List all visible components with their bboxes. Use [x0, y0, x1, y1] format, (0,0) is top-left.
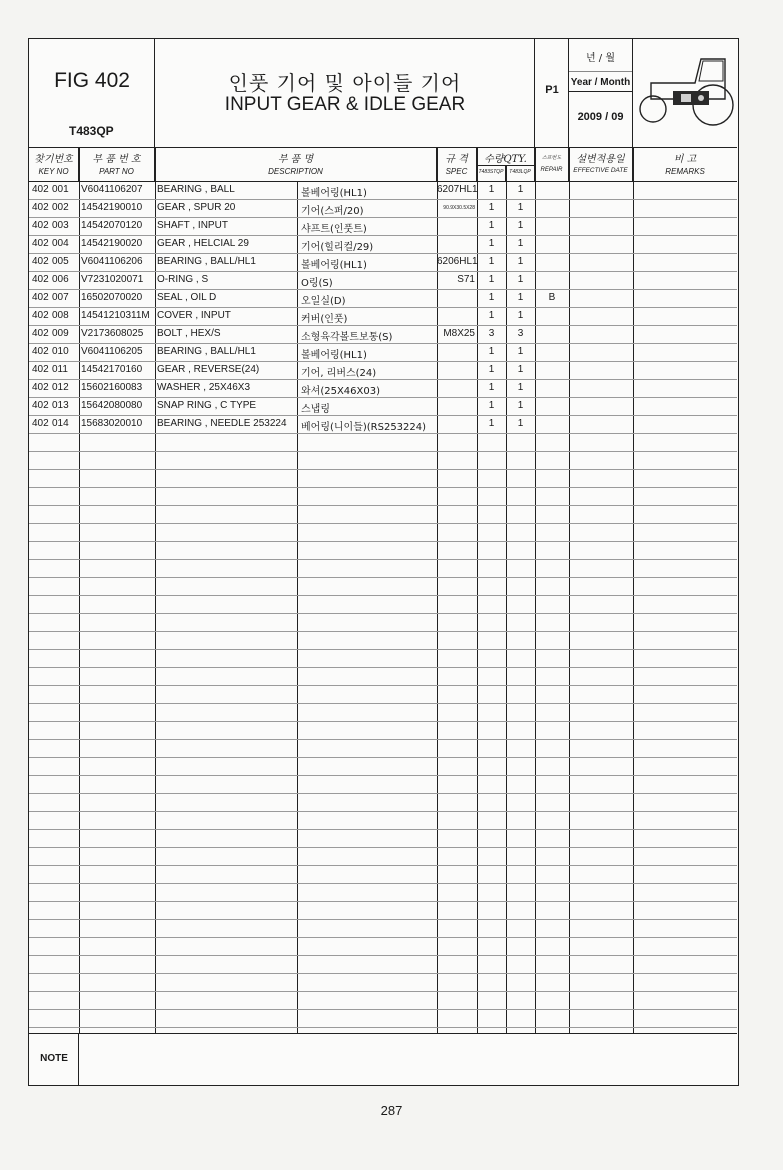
empty-row	[29, 919, 737, 938]
empty-row	[29, 595, 737, 614]
cell-q2: 1	[517, 256, 524, 267]
empty-row	[29, 775, 737, 794]
table-row	[29, 379, 737, 398]
empty-row	[29, 541, 737, 560]
cell-desc-ko: 기어, 리버스(24)	[301, 368, 377, 379]
empty-row	[29, 865, 737, 884]
col-rem-ko: 비 고	[673, 154, 697, 165]
cell-desc-ko: 베어링(니이들)(RS253224)	[301, 422, 427, 433]
cell-part: 16502070020	[81, 292, 143, 303]
table-row	[29, 199, 737, 218]
col-part-en: PART NO	[99, 167, 134, 176]
divider	[569, 91, 632, 92]
empty-row	[29, 523, 737, 542]
cell-fig: 402	[32, 418, 49, 429]
cell-desc: GEAR , HELCIAL 29	[157, 238, 249, 249]
cell-q1: 1	[488, 220, 495, 231]
cell-spec: 90.9X30.5X28	[443, 205, 475, 211]
empty-row	[29, 649, 737, 668]
year-month-en: Year / Month	[570, 77, 631, 88]
empty-row	[29, 559, 737, 578]
cell-desc: O-RING , S	[157, 274, 209, 285]
cell-spec: 6207HL1	[437, 184, 478, 195]
cell-q2: 1	[517, 274, 524, 285]
cell-key: 012	[52, 382, 69, 393]
cell-part: 14542190010	[81, 202, 143, 213]
cell-desc: BOLT , HEX/S	[157, 328, 221, 339]
cell-q2: 1	[517, 382, 524, 393]
empty-row	[29, 631, 737, 650]
table-row	[29, 181, 737, 200]
empty-row	[29, 739, 737, 758]
empty-row	[29, 667, 737, 686]
cell-part: V7231020071	[81, 274, 144, 285]
col-key-ko: 찾기번호	[34, 154, 73, 165]
cell-fig: 402	[32, 400, 49, 411]
cell-q2: 1	[517, 184, 524, 195]
note-section	[29, 1033, 737, 1085]
page-number: 287	[380, 1103, 403, 1118]
page-code: P1	[545, 84, 559, 96]
cell-part: 15642080080	[81, 400, 143, 411]
cell-part: 15683020010	[81, 418, 143, 429]
empty-row	[29, 883, 737, 902]
cell-key: 010	[52, 346, 69, 357]
note-label: NOTE	[40, 1053, 68, 1064]
cell-q2: 1	[517, 364, 524, 375]
cell-part: V2173608025	[81, 328, 144, 339]
cell-desc-ko: 커버(인풋)	[301, 314, 348, 325]
cell-desc-ko: 스냅링	[301, 404, 330, 415]
cell-q2: 1	[517, 310, 524, 321]
empty-row	[29, 793, 737, 812]
cell-fig: 402	[32, 238, 49, 249]
col-repair	[535, 147, 569, 181]
empty-row	[29, 955, 737, 974]
cell-fig: 402	[32, 274, 49, 285]
table-row	[29, 343, 737, 362]
cell-key: 009	[52, 328, 69, 339]
cell-desc: WASHER , 25X46X3	[157, 382, 251, 393]
cell-key: 006	[52, 274, 69, 285]
title-korean: 인풋 기어 및 아이들 기어	[228, 71, 462, 95]
cell-key: 004	[52, 238, 69, 249]
cell-part: V6041106207	[81, 184, 143, 195]
col-spec-en: SPEC	[445, 167, 468, 176]
col-eff-en: EFFECTIVE DATE	[573, 167, 628, 174]
cell-fig: 402	[32, 292, 49, 303]
cell-q2: 3	[517, 328, 524, 339]
cell-part: 14542170160	[81, 364, 143, 375]
table-row	[29, 235, 737, 254]
year-month-value: 2009 / 09	[577, 111, 624, 123]
cell-key: 002	[52, 202, 69, 213]
cell-desc-ko: 샤프트(인풋트)	[301, 224, 367, 235]
cell-key: 001	[52, 184, 69, 195]
cell-fig: 402	[32, 310, 49, 321]
cell-desc: COVER , INPUT	[157, 310, 231, 321]
cell-spec: 6206HL1	[437, 256, 478, 267]
empty-row	[29, 757, 737, 776]
note-label-box	[29, 1034, 79, 1085]
col-remarks	[633, 147, 737, 181]
cell-key: 011	[52, 364, 68, 375]
cell-fig: 402	[32, 346, 49, 357]
empty-row	[29, 829, 737, 848]
table-row	[29, 415, 737, 434]
cell-desc-ko: 볼베어링(HL1)	[301, 260, 367, 271]
cell-q1: 1	[488, 418, 495, 429]
cell-q1: 1	[488, 238, 495, 249]
cell-desc-ko: 오일실(D)	[301, 296, 346, 307]
parts-sheet	[28, 38, 739, 1086]
cell-repair: B	[548, 292, 556, 303]
table-row	[29, 217, 737, 236]
col-effective	[569, 147, 633, 181]
cell-key: 008	[52, 310, 69, 321]
cell-q2: 1	[517, 202, 524, 213]
cell-desc-ko: 볼베어링(HL1)	[301, 350, 367, 361]
divider	[569, 71, 632, 72]
cell-key: 007	[52, 292, 69, 303]
cell-q1: 1	[488, 346, 495, 357]
cell-desc-ko: 기어(힐리컬/29)	[301, 242, 374, 253]
col-qty-ko: 수량QTY.	[484, 154, 527, 165]
cell-fig: 402	[32, 382, 49, 393]
cell-q1: 1	[488, 310, 495, 321]
model-code: T483QP	[69, 124, 114, 138]
empty-row	[29, 973, 737, 992]
empty-row	[29, 613, 737, 632]
cell-desc: SHAFT , INPUT	[157, 220, 228, 231]
cell-part: 14541210311M	[81, 310, 150, 321]
tractor-icon	[633, 39, 737, 147]
col-repair-en: REPAIR	[540, 167, 563, 173]
col-spec	[437, 147, 477, 181]
cell-key: 005	[52, 256, 69, 267]
col-key	[29, 147, 79, 181]
cell-desc: BEARING , BALL/HL1	[157, 256, 256, 267]
cell-spec: M8X25	[443, 328, 475, 339]
column-headers	[29, 147, 737, 182]
table-row	[29, 307, 737, 326]
empty-row	[29, 721, 737, 740]
cell-q1: 1	[488, 364, 495, 375]
empty-row	[29, 685, 737, 704]
cell-desc-ko: 와셔(25X46X03)	[301, 386, 380, 397]
col-desc	[155, 147, 437, 181]
fig-box	[29, 39, 155, 147]
empty-row	[29, 937, 737, 956]
title-box	[155, 39, 535, 147]
empty-row	[29, 487, 737, 506]
empty-row	[29, 811, 737, 830]
cell-q1: 1	[488, 400, 495, 411]
cell-part: 15602160083	[81, 382, 143, 393]
title-english: INPUT GEAR & IDLE GEAR	[224, 94, 466, 115]
cell-desc-ko: 소형육각볼트보통(S)	[301, 332, 393, 343]
empty-row	[29, 469, 737, 488]
year-month-ko: 년 / 월	[585, 53, 616, 64]
empty-row	[29, 433, 737, 452]
cell-q2: 1	[517, 400, 524, 411]
cell-q1: 1	[488, 256, 495, 267]
empty-row	[29, 847, 737, 866]
col-part	[79, 147, 155, 181]
cell-q1: 1	[488, 382, 495, 393]
cell-q1: 1	[488, 202, 495, 213]
cell-q1: 1	[488, 292, 495, 303]
cell-q1: 1	[488, 274, 495, 285]
col-desc-en: DESCRIPTION	[268, 167, 323, 176]
cell-q2: 1	[517, 292, 524, 303]
col-qty-a: T483STQP	[478, 169, 504, 175]
page-code-box	[535, 39, 569, 147]
cell-key: 014	[52, 418, 69, 429]
col-qty-b: T483LQP	[509, 169, 531, 175]
cell-desc-ko: 기어(스퍼/20)	[301, 206, 364, 217]
cell-part: 14542190020	[81, 238, 143, 249]
cell-q1: 1	[488, 184, 495, 195]
cell-q2: 1	[517, 346, 524, 357]
cell-desc-ko: O링(S)	[301, 278, 333, 289]
table-row	[29, 253, 737, 272]
fig-number: FIG 402	[54, 69, 130, 92]
empty-row	[29, 451, 737, 470]
cell-fig: 402	[32, 364, 49, 375]
cell-fig: 402	[32, 256, 49, 267]
cell-desc: SEAL , OIL D	[157, 292, 217, 303]
cell-q1: 3	[488, 328, 495, 339]
empty-row	[29, 703, 737, 722]
col-part-ko: 부 품 번 호	[92, 154, 141, 165]
table-row	[29, 271, 737, 290]
col-rem-en: REMARKS	[665, 167, 705, 176]
cell-part: V6041106206	[81, 256, 143, 267]
table-row	[29, 361, 737, 380]
cell-q2: 1	[517, 220, 524, 231]
col-eff-ko: 설변적용일	[576, 154, 625, 165]
cell-q2: 1	[517, 418, 524, 429]
empty-row	[29, 1009, 737, 1028]
table-row	[29, 289, 737, 308]
col-spec-ko: 규 격	[445, 154, 468, 165]
cell-key: 003	[52, 220, 69, 231]
cell-part: V6041106205	[81, 346, 143, 357]
cell-fig: 402	[32, 328, 49, 339]
cell-part: 14542070120	[81, 220, 143, 231]
col-desc-ko: 부 품 명	[277, 154, 314, 165]
sheet-header	[29, 39, 737, 148]
cell-fig: 402	[32, 202, 49, 213]
cell-fig: 402	[32, 184, 49, 195]
col-repair-ko: 스프번도	[541, 155, 562, 161]
empty-row	[29, 901, 737, 920]
cell-key: 013	[52, 400, 69, 411]
empty-row	[29, 577, 737, 596]
empty-row	[29, 991, 737, 1010]
cell-spec: S71	[457, 274, 475, 285]
cell-q2: 1	[517, 238, 524, 249]
table-row	[29, 397, 737, 416]
cell-desc: BEARING , BALL	[157, 184, 235, 195]
cell-desc: GEAR , SPUR 20	[157, 202, 236, 213]
cell-desc: BEARING , BALL/HL1	[157, 346, 256, 357]
table-row	[29, 325, 737, 344]
cell-desc: SNAP RING , C TYPE	[157, 400, 257, 411]
cell-fig: 402	[32, 220, 49, 231]
cell-desc: BEARING , NEEDLE 253224	[157, 418, 287, 429]
cell-desc-ko: 볼베어링(HL1)	[301, 188, 367, 199]
empty-row	[29, 505, 737, 524]
year-month-box	[569, 39, 633, 147]
col-key-en: KEY NO	[38, 167, 69, 176]
cell-desc: GEAR , REVERSE(24)	[157, 364, 260, 375]
